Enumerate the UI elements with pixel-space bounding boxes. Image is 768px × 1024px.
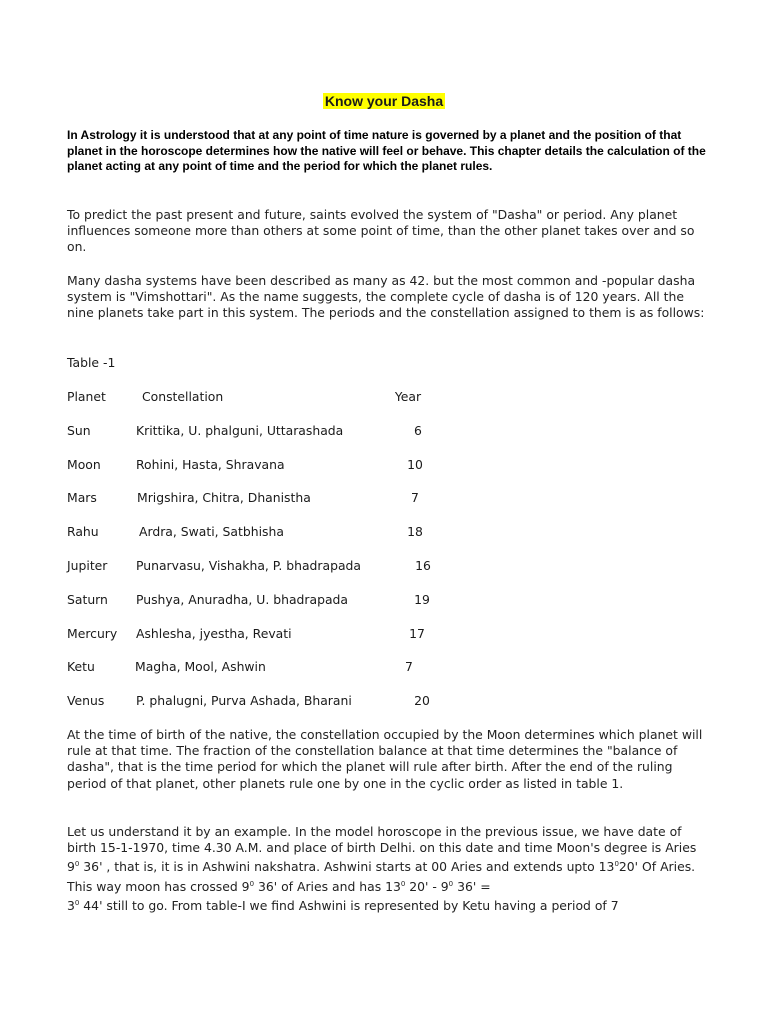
degree-superscript: 0 [249,879,255,888]
row-planet: Venus [67,693,105,708]
table-header-row [0,389,768,407]
header-planet: Planet [67,389,106,404]
header-constellation: Constellation [142,389,224,404]
row-planet: Mercury [67,626,118,641]
row-year: 17 [409,626,425,641]
table-row [0,423,768,441]
row-planet: Ketu [67,659,95,674]
degree-superscript: 0 [448,879,454,888]
paragraph-vimshottari: Many dasha systems have been described as many as 42. but the most common and -popular dasha system is "Vimshottari". As the name suggests, the complete cycle of dasha is of 120 years. All the nine planets take part in this system. The periods and the constellation assigned to them is as follows: [67,273,705,321]
table-row [0,659,768,677]
row-planet: Saturn [67,592,108,607]
row-year: 7 [411,490,419,505]
example-text: 20' - 9 [405,878,449,894]
row-year: 16 [415,558,431,573]
row-constellation: P. phalugni, Purva Ashada, Bharani [136,693,352,708]
row-year: 20 [414,693,430,708]
row-constellation: Mrigshira, Chitra, Dhanistha [137,490,311,505]
paragraph-example [67,824,707,914]
page-title [0,93,768,109]
row-year: 18 [407,524,423,539]
example-text: 20' Of Aries. This way moon has crossed 9 [67,859,696,894]
row-year: 10 [407,457,423,472]
example-text: 3 [67,897,75,913]
row-planet: Mars [67,490,97,505]
row-constellation: Ashlesha, jyestha, Revati [136,626,292,641]
table-row [0,592,768,610]
row-constellation: Pushya, Anuradha, U. bhadrapada [136,592,349,607]
row-planet: Jupiter [67,558,108,573]
row-constellation: Ardra, Swati, Satbhisha [139,524,284,539]
degree-superscript: 0 [614,860,619,869]
row-constellation: Krittika, U. phalguni, Uttarashada [136,423,344,438]
header-year: Year [394,389,422,404]
table-row [0,558,768,576]
row-planet: Sun [67,423,91,438]
row-constellation: Rohini, Hasta, Shravana [136,457,285,472]
example-text: 36' of Aries and has 13 [254,878,401,894]
example-text: 44' still to go. From table-I we find Ashwini is represented by Ketu having a period of 7 [79,897,619,913]
example-text: 36' , that is, it is in Ashwini nakshatra. Ashwini starts at 00 Aries and extends upto 13 [79,859,615,875]
table-row [0,626,768,644]
table-row [0,524,768,542]
example-text: Let us understand it by an example. In the model horoscope in the previous issue, we have date of birth 15-1-1970, time 4.30 A.M. and place of birth Delhi. on this date and time Moon's degree is Aries 9 [67,824,697,875]
paragraph-dasha-intro: To predict the past present and future, saints evolved the system of "Dasha" or period. Any planet influences someone more than others at some point of time, than the other planet takes over and so on. [67,207,695,255]
row-year: 19 [414,592,430,607]
page-title-text: Know your Dasha [324,93,444,109]
table-row [0,457,768,475]
row-constellation: Magha, Mool, Ashwin [135,659,266,674]
row-constellation: Punarvasu, Vishakha, P. bhadrapada [136,558,362,573]
row-planet: Rahu [67,524,99,539]
degree-superscript: 0 [74,898,80,907]
row-planet: Moon [67,457,101,472]
row-year: 7 [405,659,413,674]
intro-paragraph: In Astrology it is understood that at any point of time nature is governed by a planet and the position of that planet in the horoscope determines how the native will feel or behave. This chapter details the calculation of the planet acting at any point of time and the period for which the planet rules. [67,128,706,173]
paragraph-balance-of-dasha: At the time of birth of the native, the constellation occupied by the Moon determines which planet will rule at that time. The fraction of the constellation balance at that time determines the "balance of dasha", that is the time period for which the planet will rule after birth. After the end of the ruling period of that planet, other planets rule one by one in the cyclic order as listed in table 1. [67,727,703,791]
table-label: Table -1 [67,355,116,370]
degree-superscript: 0 [400,879,406,888]
row-year: 6 [414,423,422,438]
table-row [0,490,768,508]
example-text: 36' = [453,878,491,894]
degree-superscript: 0 [74,860,80,869]
table-row [0,693,768,711]
